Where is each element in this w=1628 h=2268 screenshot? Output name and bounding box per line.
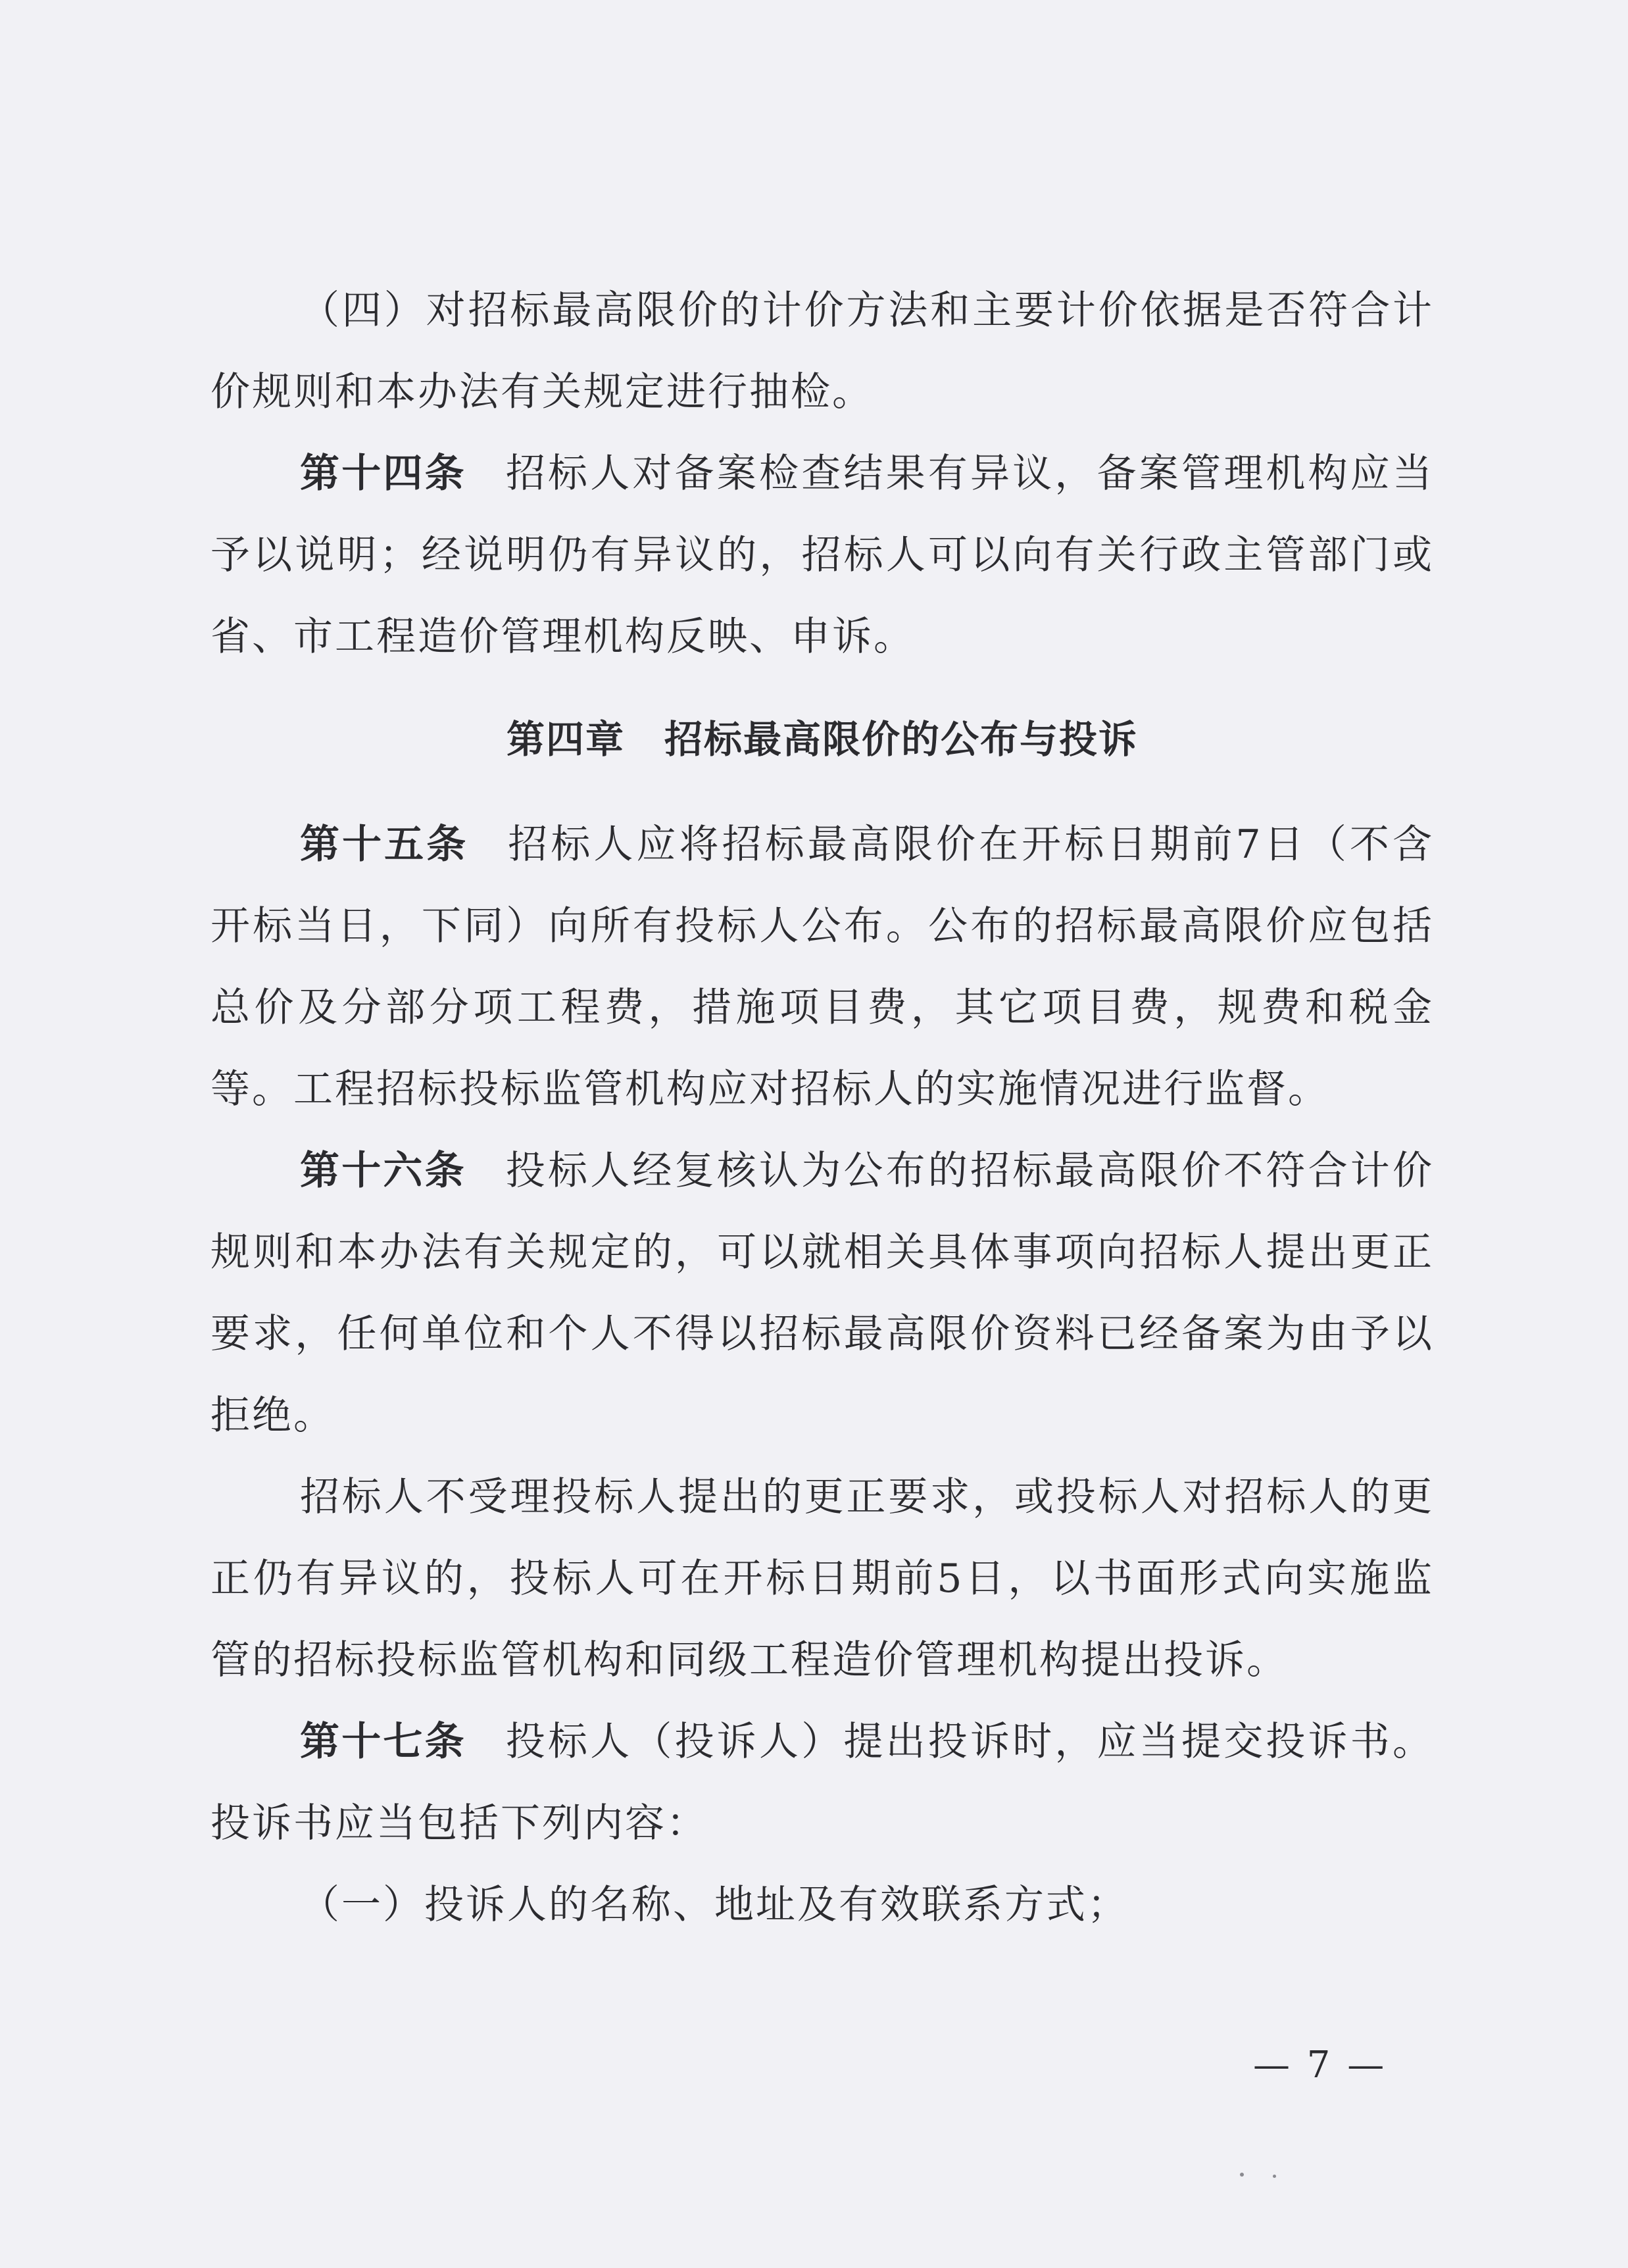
paragraph-text: （四）对招标最高限价的计价方法和主要计价依据是否符合计价规则和本办法有关规定进行抽检。 <box>210 287 1434 415</box>
body-text <box>210 270 1434 1946</box>
article-17 <box>210 1701 1434 1864</box>
article-15 <box>210 804 1434 1130</box>
article-number: 第十六条 <box>300 1148 466 1194</box>
article-text: 投标人经复核认为公布的招标最高限价不符合计价规则和本办法有关规定的，可以就相关具体事项向招标人提出更正要求，任何单位和个人不得以招标最高限价资料已经备案为由予以拒绝。 <box>210 1148 1435 1439</box>
article-text: 招标人应将招标最高限价在开标日期前7日（不含开标当日，下同）向所有投标人公布。公布的招标最高限价应包括总价及分部分项工程费，措施项目费，其它项目费，规费和税金等。工程招标投标监管机构应对招标人的实施情况进行监督。 <box>210 822 1434 1112</box>
paragraph-text: 招标人不受理投标人提出的更正要求，或投标人对招标人的更正仍有异议的，投标人可在开标日期前5日，以书面形式向实施监管的招标投标监管机构和同级工程造价管理机构提出投诉。 <box>210 1474 1434 1683</box>
chapter-number: 第四章 <box>506 717 625 762</box>
article-number: 第十四条 <box>300 451 466 497</box>
chapter-heading <box>210 699 1434 780</box>
article-text: 投标人（投诉人）提出投诉时，应当提交投诉书。投诉书应当包括下列内容： <box>210 1719 1435 1846</box>
complaint-paragraph <box>210 1456 1434 1701</box>
scan-speck <box>1273 2175 1276 2178</box>
article-14 <box>210 433 1434 678</box>
article-number: 第十七条 <box>300 1719 466 1765</box>
article-16 <box>210 1130 1434 1456</box>
article-number: 第十五条 <box>300 822 469 868</box>
chapter-title: 招标最高限价的公布与投诉 <box>664 717 1139 762</box>
list-item <box>210 1864 1434 1946</box>
article-text: 招标人对备案检查结果有异议，备案管理机构应当予以说明；经说明仍有异议的，招标人可以向有关行政主管部门或省、市工程造价管理机构反映、申诉。 <box>210 451 1435 660</box>
page-number: — 7 — <box>1253 2044 1387 2086</box>
scan-speck <box>1240 2173 1244 2177</box>
paragraph-item-4 <box>210 270 1434 433</box>
list-item-text: （一）投诉人的名称、地址及有效联系方式； <box>300 1882 1129 1928</box>
